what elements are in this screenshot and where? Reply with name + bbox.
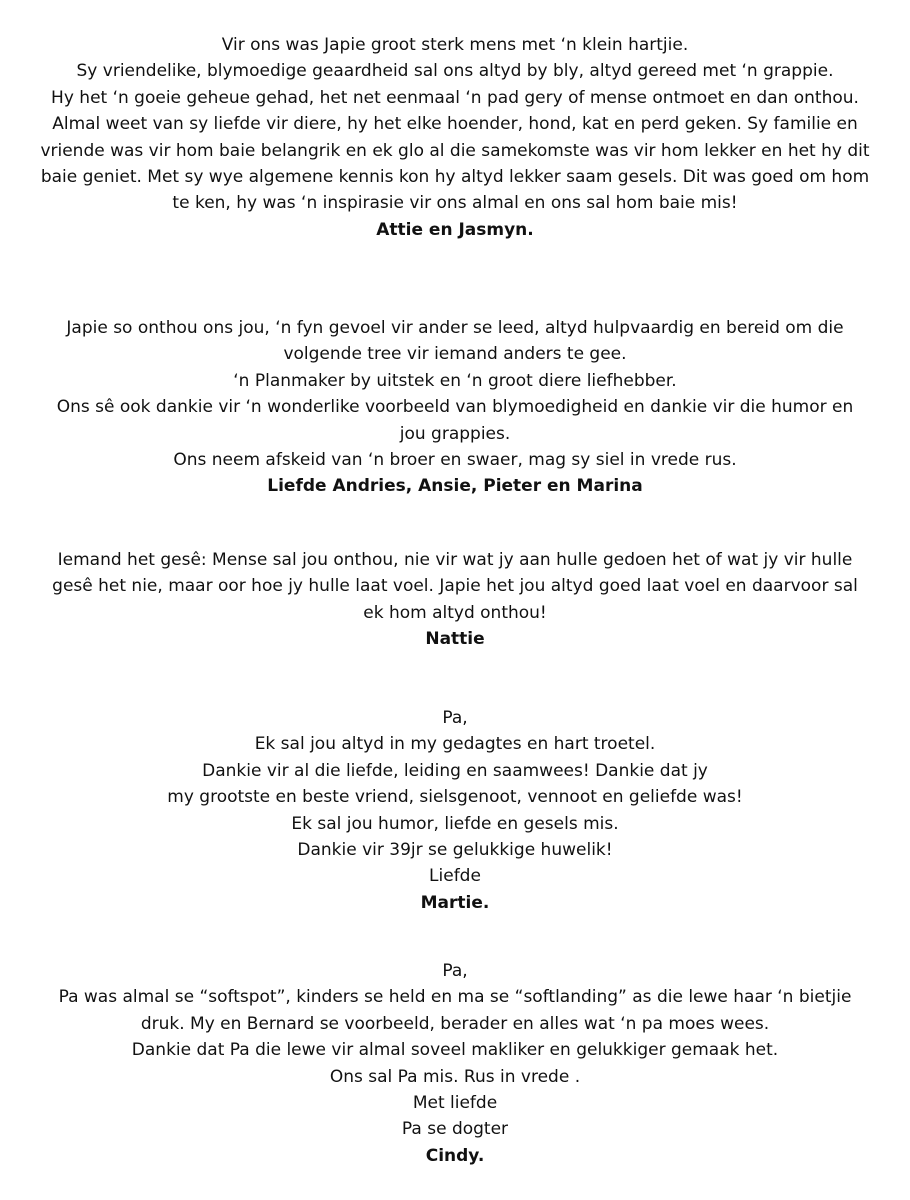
tribute-line: Dankie dat Pa die lewe vir almal soveel makliker en gelukkiger gemaak het. xyxy=(131,1040,779,1061)
tribute-line: Liefde xyxy=(429,866,481,887)
tribute-line: Pa was almal se “softspot”, kinders se held en ma se “softlanding” as die lewe haar ‘n bietjie xyxy=(58,987,852,1008)
tribute-line: Ek sal jou altyd in my gedagtes en hart troetel. xyxy=(254,734,656,755)
tribute-line: Japie so onthou ons jou, ‘n fyn gevoel vir ander se leed, altyd hulpvaardig en bereid om die xyxy=(66,318,844,338)
tribute-line: Iemand het gesê: Mense sal jou onthou, nie vir wat jy aan hulle gedoen het of wat jy vir hulle xyxy=(57,550,853,570)
tribute-line: Almal weet van sy liefde vir diere, hy het elke hoender, hond, kat en perd geken. Sy familie en xyxy=(52,114,858,135)
tribute-attie-jasmyn xyxy=(0,32,910,243)
tribute-andries-ansie-pieter-marina xyxy=(0,315,910,500)
tribute-line: vriende was vir hom baie belangrik en ek glo al die samekomste was vir hom lekker en het hy dit xyxy=(40,140,870,161)
tribute-line: ‘n Planmaker by uitstek en ‘n groot diere liefhebber. xyxy=(233,370,677,391)
tribute-line: Dankie vir al die liefde, leiding en saamwees! Dankie dat jy xyxy=(202,760,708,781)
tribute-line: Ons neem afskeid van ‘n broer en swaer, mag sy siel in vrede rus. xyxy=(173,450,737,471)
tribute-line: ek hom altyd onthou! xyxy=(363,602,547,623)
tribute-line: Pa, xyxy=(442,708,468,728)
tribute-line: volgende tree vir iemand anders te gee. xyxy=(283,344,627,365)
tribute-line: te ken, hy was ‘n inspirasie vir ons almal en ons sal hom baie mis! xyxy=(172,193,738,214)
tribute-signature: Nattie xyxy=(425,629,485,650)
tribute-line: Met liefde xyxy=(412,1093,498,1114)
tribute-signature: Attie en Jasmyn. xyxy=(376,219,534,240)
tribute-cindy xyxy=(0,958,910,1169)
tribute-line: Vir ons was Japie groot sterk mens met ‘n klein hartjie. xyxy=(221,35,689,55)
tribute-signature: Liefde Andries, Ansie, Pieter en Marina xyxy=(267,476,643,497)
tribute-line: Ek sal jou humor, liefde en gesels mis. xyxy=(291,813,619,834)
tribute-line: my grootste en beste vriend, sielsgenoot, vennoot en geliefde was! xyxy=(167,787,743,808)
tribute-martie xyxy=(0,705,910,916)
tribute-signature: Cindy. xyxy=(425,1145,485,1166)
tribute-line: gesê het nie, maar oor hoe jy hulle laat voel. Japie het jou altyd goed laat voel en daarvoor sal xyxy=(52,576,858,597)
tribute-line: Dankie vir 39jr se gelukkige huwelik! xyxy=(297,840,613,861)
tribute-nattie xyxy=(0,547,910,653)
tribute-line: Sy vriendelike, blymoedige geaardheid sal ons altyd by bly, altyd gereed met ‘n grappie. xyxy=(76,61,834,82)
tribute-line: baie geniet. Met sy wye algemene kennis kon hy altyd lekker saam gesels. Dit was goed om hom xyxy=(40,167,870,188)
tribute-line: Ons sê ook dankie vir ‘n wonderlike voorbeeld van blymoedigheid en dankie vir die humor en xyxy=(56,397,854,418)
tribute-line: druk. My en Bernard se voorbeeld, berader en alles wat ‘n pa moes wees. xyxy=(140,1013,770,1034)
tribute-line: Hy het ‘n goeie geheue gehad, het net eenmaal ‘n pad gery of mense ontmoet en dan onthou. xyxy=(51,87,859,108)
tribute-line: Pa se dogter xyxy=(401,1119,509,1140)
tribute-line: jou grappies. xyxy=(399,423,511,444)
tribute-line: Ons sal Pa mis. Rus in vrede . xyxy=(329,1066,581,1087)
tribute-signature: Martie. xyxy=(420,892,490,913)
tribute-line: Pa, xyxy=(442,961,468,981)
